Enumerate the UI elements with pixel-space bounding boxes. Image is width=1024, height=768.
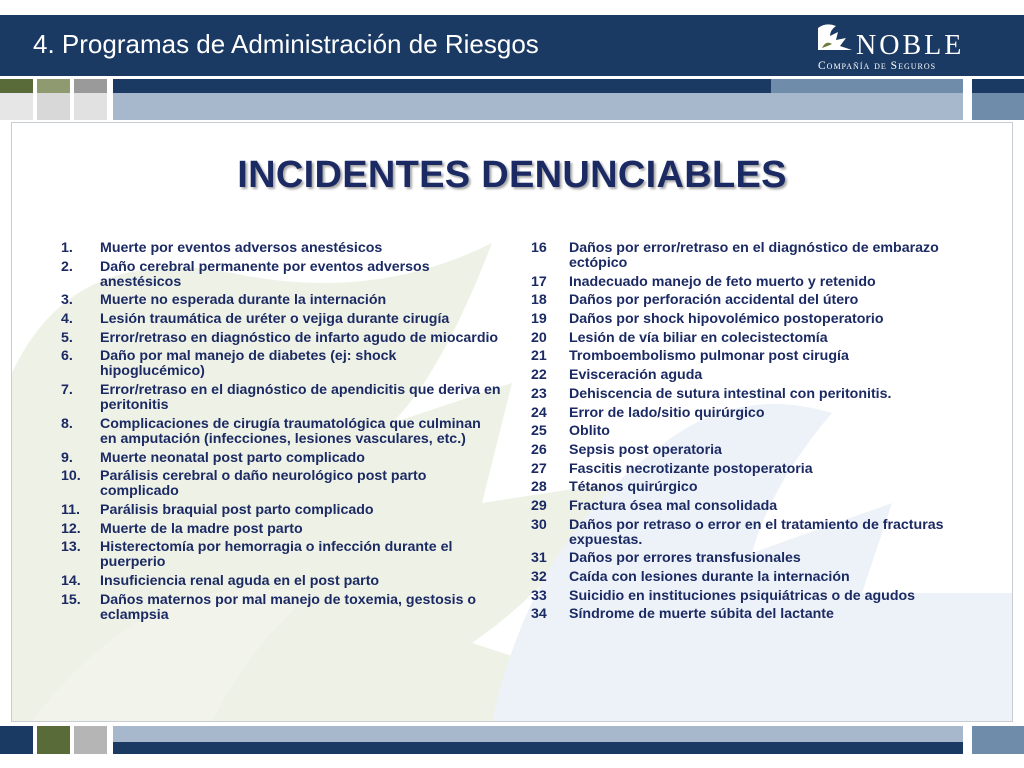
list-item-text: Suicidio en instituciones psiquiátricas o de agudos bbox=[569, 587, 916, 604]
list-item-number: 28 bbox=[531, 479, 547, 496]
list-item bbox=[61, 469, 501, 499]
list-item bbox=[61, 522, 501, 537]
list-item-number: 22 bbox=[531, 367, 547, 384]
list-item-number: 21 bbox=[531, 348, 547, 365]
list-item-number: 30 bbox=[531, 516, 547, 533]
list-item bbox=[61, 293, 501, 308]
list-item-text: Evisceración aguda bbox=[569, 367, 703, 384]
list-item bbox=[531, 424, 971, 439]
list-item bbox=[531, 589, 971, 604]
list-item-number: 29 bbox=[531, 497, 547, 514]
list-item-text: Error/retraso en el diagnóstico de apendicitis que deriva en peritonitis bbox=[100, 382, 501, 414]
top-stripe-green bbox=[0, 79, 33, 93]
list-item-number: 23 bbox=[531, 385, 547, 402]
list-item-number: 4. bbox=[61, 311, 73, 328]
list-item-number: 6. bbox=[61, 348, 73, 365]
list-item-number: 14. bbox=[61, 572, 81, 589]
list-item bbox=[531, 331, 971, 346]
list-item bbox=[531, 349, 971, 364]
bottom-stripe-steel bbox=[972, 726, 1024, 754]
list-item-number: 34 bbox=[531, 606, 547, 623]
list-item-text: Daños por shock hipovolémico postoperatorio bbox=[569, 311, 884, 328]
list-item-number: 31 bbox=[531, 550, 547, 567]
list-item bbox=[531, 499, 971, 514]
list-item-text: Daños por errores transfusionales bbox=[569, 550, 801, 567]
list-item bbox=[61, 451, 501, 466]
list-item bbox=[531, 275, 971, 290]
list-item bbox=[531, 480, 971, 495]
list-item-text: Daños por perforación accidental del útero bbox=[569, 292, 859, 309]
slide-heading: INCIDENTES DENUNCIABLES bbox=[237, 154, 787, 196]
list-item bbox=[531, 312, 971, 327]
list-item-text: Error/retraso en diagnóstico de infarto agudo de miocardio bbox=[100, 329, 499, 346]
list-item bbox=[61, 331, 501, 346]
list-item bbox=[531, 462, 971, 477]
top-stripe-white3 bbox=[74, 93, 107, 120]
bottom-stripe-navy1 bbox=[0, 726, 33, 754]
list-item-text: Inadecuado manejo de feto muerto y retenido bbox=[569, 273, 876, 290]
list-item-number: 7. bbox=[61, 382, 73, 399]
list-item-number: 16 bbox=[531, 240, 547, 256]
incident-list-left bbox=[61, 241, 501, 626]
list-item bbox=[61, 503, 501, 518]
top-stripe-sage bbox=[37, 79, 70, 93]
list-item bbox=[531, 241, 971, 271]
list-item bbox=[531, 293, 971, 308]
list-item-text: Sepsis post operatoria bbox=[569, 441, 722, 458]
list-item-text: Complicaciones de cirugía traumatológica que culminan en amputación (infecciones, lesiones vasculares, etc.) bbox=[100, 415, 481, 447]
list-item bbox=[531, 551, 971, 566]
company-logo bbox=[806, 16, 971, 74]
logo-subtitle bbox=[818, 60, 936, 72]
list-item-number: 26 bbox=[531, 441, 547, 458]
list-item-number: 11. bbox=[61, 501, 80, 518]
list-item-text: Lesión de vía biliar en colecistectomía bbox=[569, 329, 828, 346]
list-item bbox=[531, 443, 971, 458]
bottom-stripe-grey bbox=[74, 726, 107, 754]
logo-subtitle-text: Compañía de Seguros bbox=[818, 60, 937, 72]
list-item-text: Muerte neonatal post parto complicado bbox=[100, 449, 365, 466]
list-item bbox=[61, 312, 501, 327]
list-item bbox=[531, 518, 971, 548]
list-item-text: Parálisis braquial post parto complicado bbox=[100, 501, 374, 518]
list-item-text: Dehiscencia de sutura intestinal con peritonitis. bbox=[569, 385, 892, 402]
list-item-text: Síndrome de muerte súbita del lactante bbox=[569, 606, 834, 623]
top-stripe-steel bbox=[771, 79, 963, 93]
logo-wordmark: NOBLE bbox=[856, 30, 965, 61]
list-item-text: Daños por retraso o error en el tratamiento de fracturas expuestas. bbox=[569, 516, 944, 548]
list-item-text: Parálisis cerebral o daño neurológico post parto complicado bbox=[100, 468, 427, 500]
list-item-text: Lesión traumática de uréter o vejiga durante cirugía bbox=[100, 311, 450, 328]
list-item-text: Tromboembolismo pulmonar post cirugía bbox=[569, 348, 849, 365]
list-item bbox=[531, 368, 971, 383]
list-item-text: Fractura ósea mal consolidada bbox=[569, 497, 778, 514]
incident-list-right bbox=[531, 241, 971, 626]
list-item-text: Daño cerebral permanente por eventos adversos anestésicos bbox=[100, 258, 430, 290]
bottom-stripe-green bbox=[37, 726, 70, 754]
list-item-number: 33 bbox=[531, 587, 547, 604]
list-item bbox=[61, 540, 501, 570]
list-item bbox=[61, 383, 501, 413]
list-item-number: 13. bbox=[61, 539, 81, 556]
list-item-number: 10. bbox=[61, 468, 81, 485]
list-item-number: 32 bbox=[531, 569, 547, 585]
list-item-number: 8. bbox=[61, 415, 73, 432]
list-item-number: 5. bbox=[61, 329, 73, 346]
list-item bbox=[61, 260, 501, 290]
list-item-text: Error de lado/sitio quirúrgico bbox=[569, 404, 765, 421]
list-item-text: Muerte de la madre post parto bbox=[100, 520, 303, 537]
list-item-text: Daño por mal manejo de diabetes (ej: shock hipoglucémico) bbox=[100, 348, 397, 380]
list-item-text: Daños maternos por mal manejo de toxemia, gestosis o eclampsia bbox=[100, 591, 477, 623]
top-stripe-end bbox=[972, 93, 1024, 120]
list-item-text: Insuficiencia renal aguda en el post parto bbox=[100, 572, 380, 589]
list-item-number: 19 bbox=[531, 311, 547, 328]
page-title: 4. Programas de Administración de Riesgos bbox=[33, 29, 539, 59]
list-item-number: 27 bbox=[531, 460, 547, 477]
list-item bbox=[531, 406, 971, 421]
list-item-text: Tétanos quirúrgico bbox=[569, 479, 698, 496]
list-item bbox=[61, 349, 501, 379]
list-item-number: 1. bbox=[61, 240, 73, 256]
list-item-number: 2. bbox=[61, 258, 73, 275]
list-item bbox=[531, 387, 971, 402]
list-item bbox=[61, 574, 501, 589]
list-item-number: 18 bbox=[531, 292, 547, 309]
list-item bbox=[531, 607, 971, 622]
top-stripe-white2 bbox=[37, 93, 70, 120]
noble-eagle-logo-icon bbox=[816, 20, 856, 54]
list-item bbox=[531, 570, 971, 585]
list-item-number: 3. bbox=[61, 292, 73, 309]
list-item-number: 15. bbox=[61, 591, 81, 608]
list-item-number: 17 bbox=[531, 273, 547, 290]
list-item bbox=[61, 241, 501, 256]
list-item-text: Muerte por eventos adversos anestésicos bbox=[100, 240, 383, 256]
list-item-text: Daños por error/retraso en el diagnóstico de embarazo ectópico bbox=[569, 240, 939, 271]
top-stripe-white1 bbox=[0, 93, 33, 120]
top-stripe-navy bbox=[113, 79, 771, 93]
list-item-number: 20 bbox=[531, 329, 547, 346]
list-item-number: 25 bbox=[531, 423, 547, 440]
list-item bbox=[61, 593, 501, 623]
list-item-number: 24 bbox=[531, 404, 547, 421]
list-item-number: 9. bbox=[61, 449, 73, 466]
list-item-text: Caída con lesiones durante la internación bbox=[569, 569, 850, 585]
list-item-text: Fascitis necrotizante postoperatoria bbox=[569, 460, 813, 477]
top-stripe-grey bbox=[74, 79, 107, 93]
list-item-number: 12. bbox=[61, 520, 81, 537]
list-item-text: Histerectomía por hemorragia o infección durante el puerperio bbox=[100, 539, 453, 571]
top-stripe-end-top bbox=[972, 79, 1024, 93]
bottom-stripe-lightblue bbox=[113, 726, 963, 742]
top-stripe-lightblue bbox=[113, 93, 963, 120]
list-item-text: Muerte no esperada durante la internación bbox=[100, 292, 387, 309]
bottom-stripe-navy2 bbox=[113, 742, 963, 754]
list-item bbox=[61, 417, 501, 447]
list-item-text: Oblito bbox=[569, 423, 610, 440]
